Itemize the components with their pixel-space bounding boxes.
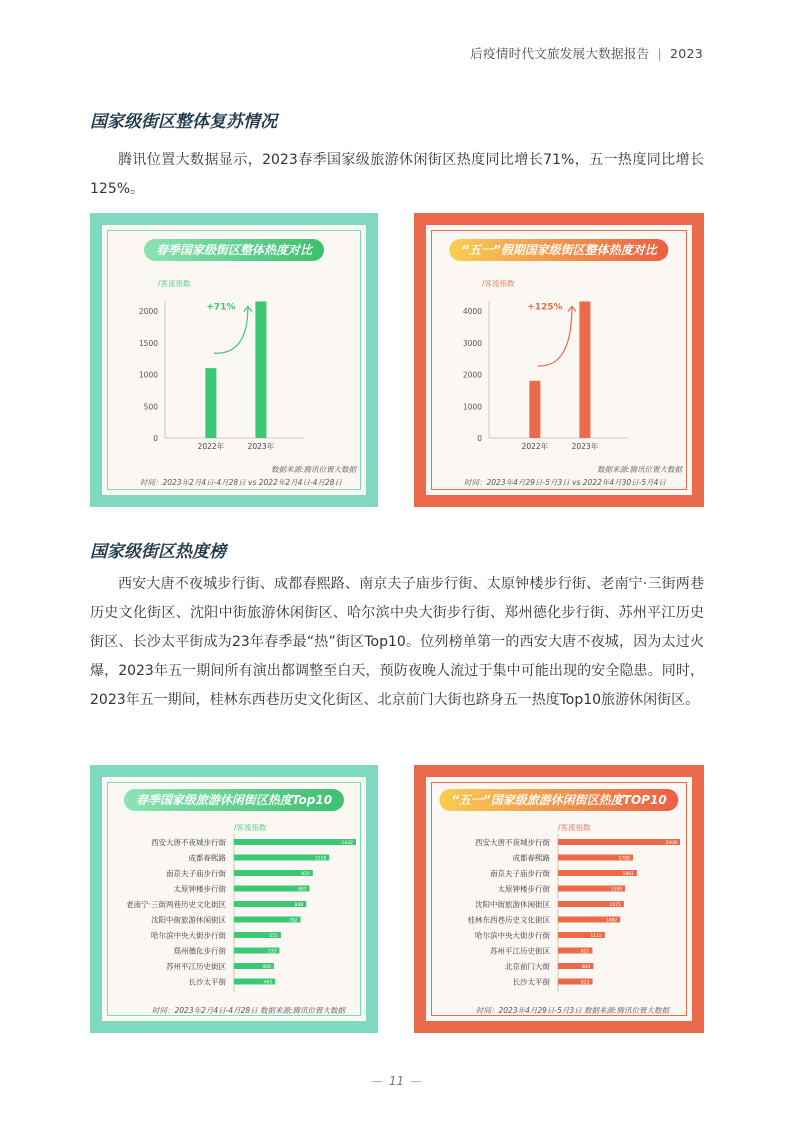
growth-arrow-icon: [214, 306, 248, 353]
y-tick-label: 1500: [138, 338, 158, 348]
category-label: 太原钟楼步行街: [173, 884, 226, 894]
category-label: 桂林东西巷历史文化街区: [467, 915, 550, 925]
y-tick-label: 2000: [138, 307, 158, 316]
section-heading-recovery: 国家级街区整体复苏情况: [90, 112, 277, 132]
category-label: 西安大唐不夜城步行街: [475, 838, 550, 847]
category-label: 长沙太平街: [512, 977, 550, 987]
section-paragraph-recovery: 腾讯位置大数据显示，2023春季国家级旅游休闲街区热度同比增长71%，五一热度同比增长125%。: [90, 152, 704, 197]
page-number: — 11 —: [370, 1074, 423, 1088]
x-tick-label: 2022年: [197, 442, 225, 451]
bar: [205, 368, 216, 438]
chart-card-spring-top10: [90, 765, 378, 1033]
chart-footer-note: 时间：2023年2月4日-4月28日 数据来源:腾讯位置大数据: [152, 1006, 346, 1015]
category-label: 沈阳中街旅游休闲街区: [475, 900, 550, 909]
chart-title-pill: “五一”假期国家级街区整体热度对比: [449, 239, 668, 261]
x-tick-label: 2023年: [247, 442, 275, 451]
y-axis-label: /客流指数: [158, 279, 191, 288]
category-label: 成都春熙路: [188, 853, 226, 863]
bar: [579, 301, 590, 438]
category-label: 南京夫子庙步行街: [490, 869, 550, 878]
y-tick-label: 4000: [462, 307, 482, 316]
report-year: 2023: [669, 46, 703, 61]
data-label: 483: [263, 980, 273, 986]
bar-chart-mayday-top10: [414, 765, 704, 1033]
chart-title-pill: “五一”国家级旅游休闲街区热度TOP10: [439, 789, 678, 811]
bar: [558, 839, 680, 845]
growth-annotation: +125%: [527, 302, 563, 313]
data-label: 533: [267, 949, 277, 955]
chart-time-note: 时间：2023年2月4日-4月28日 vs 2022年2月4日-4月28日: [140, 478, 342, 487]
data-label: 1118: [314, 856, 327, 862]
header-separator: |: [657, 46, 662, 61]
data-label: 844: [581, 965, 591, 970]
bar: [234, 839, 356, 845]
category-label: 太原钟楼步行街: [497, 884, 550, 894]
growth-annotation: +71%: [206, 302, 236, 313]
data-label: 1881: [622, 872, 634, 877]
data-label: 1788: [618, 856, 631, 862]
category-label: 南京夫子庙步行街: [166, 869, 226, 878]
chart-time-note: 时间：2023年4月29日-5月3日 vs 2022年4月30日-5月4日: [464, 478, 666, 487]
data-label: 782: [289, 918, 298, 924]
data-label: 1482: [605, 918, 618, 924]
chart-source-note: 数据来源:腾讯位置大数据: [270, 465, 356, 474]
bar: [255, 301, 266, 438]
data-label: 821: [580, 949, 590, 955]
data-label: 468: [262, 965, 271, 970]
category-label: 哈尔滨中央大街步行街: [475, 931, 550, 940]
y-axis-label: /客流指数: [558, 823, 591, 832]
y-tick-label: 1000: [462, 402, 482, 412]
y-axis-label: /客流指数: [234, 823, 267, 832]
category-label: 长沙太平街: [188, 977, 226, 987]
data-label: 925: [301, 872, 310, 877]
category-label: 哈尔滨中央大街步行街: [151, 931, 226, 940]
page-number-value: 11: [388, 1074, 405, 1088]
y-tick-label: 0: [153, 434, 158, 443]
category-label: 老南宁·三街两巷历史文化街区: [126, 900, 226, 909]
data-label: 1432: [341, 841, 353, 846]
data-label: 2908: [665, 841, 677, 846]
running-header: [470, 44, 703, 62]
bar-chart-mayday-overall: [414, 213, 704, 507]
y-axis-label: /客流指数: [482, 279, 515, 288]
section-heading-ranking: 国家级街区热度榜: [90, 542, 226, 562]
data-label: 1115: [590, 934, 602, 939]
chart-card-mayday-top10: [414, 765, 704, 1033]
data-label: 823: [580, 980, 590, 986]
data-label: 1571: [609, 903, 621, 908]
category-label: 成都春熙路: [512, 853, 550, 863]
y-tick-label: 2000: [462, 370, 482, 380]
category-label: 苏州平江历史街区: [166, 962, 226, 971]
data-label: 887: [297, 887, 307, 893]
y-tick-label: 0: [477, 434, 482, 443]
chart-card-mayday-overall: [414, 213, 704, 507]
category-label: 西安大唐不夜城步行街: [151, 838, 226, 847]
y-tick-label: 3000: [462, 338, 482, 348]
y-tick-label: 500: [143, 402, 158, 412]
category-label: 沈阳中街旅游休闲街区: [151, 915, 226, 925]
chart-title-pill: 春季国家级街区整体热度对比: [144, 239, 324, 261]
growth-arrow-icon: [538, 306, 572, 365]
report-title: 后疫情时代文旅发展大数据报告: [470, 46, 650, 61]
chart-source-note: 数据来源:腾讯位置大数据: [596, 465, 682, 474]
bar-chart-spring-overall: [90, 213, 378, 507]
bar-chart-spring-top10: [90, 765, 378, 1033]
bar: [529, 381, 540, 438]
data-label: 551: [269, 934, 278, 939]
chart-card-spring-overall: [90, 213, 378, 507]
data-label: 848: [294, 903, 304, 908]
chart-footer-note: 时间：2023年4月29日-5月3日 数据来源:腾讯位置大数据: [476, 1006, 670, 1015]
category-label: 北京前门大街: [505, 962, 550, 971]
category-label: 苏州平江历史街区: [490, 946, 550, 956]
category-label: 郑州德化步行街: [173, 946, 226, 956]
y-tick-label: 1000: [138, 370, 158, 380]
x-tick-label: 2022年: [521, 442, 549, 451]
section-paragraph-ranking: 西安大唐不夜城步行街、成都春熙路、南京夫子庙步行街、太原钟楼步行街、老南宁·三街两巷历史文化街区、沈阳中街旅游休闲街区、哈尔滨中央大街步行街、郑州德化步行街、苏州平江历史街区、长沙太平街成为23年春季最“热”街区Top10。位列榜单第一的西安大唐不夜城，因为太过火爆，2023年五一期间所有演出都调整至白天，预防夜晚人流过于集中可能出现的安全隐患。同时，2023年五一期间，桂林东西巷历史文化街区、北京前门大街也跻身五一热度Top10旅游休闲街区。: [90, 576, 704, 708]
x-tick-label: 2023年: [571, 442, 599, 451]
data-label: 1599: [610, 887, 623, 893]
chart-title-pill: 春季国家级旅游休闲街区热度Top10: [124, 789, 344, 811]
